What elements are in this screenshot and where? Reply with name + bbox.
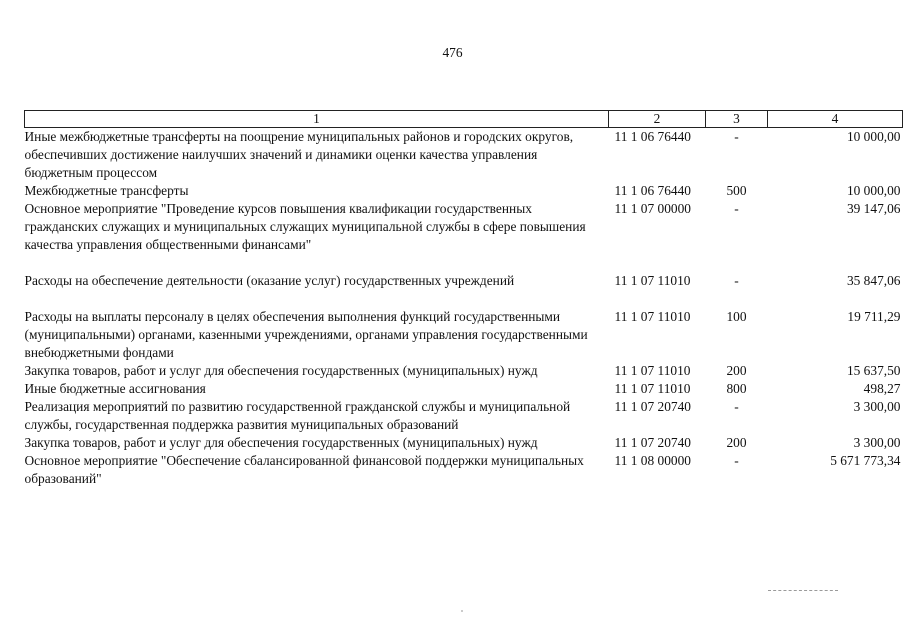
row-name: Основное мероприятие "Обеспечение сбалансированной финансовой поддержки муниципальных образований" [24,453,584,486]
row-name: Закупка товаров, работ и услуг для обеспечения государственных (муниципальных) нужд [24,435,538,450]
column-header-type: 3 [706,111,768,128]
row-code: 11 1 07 11010 [614,381,691,396]
row-type: - [734,273,739,288]
row-amount: 15 637,50 [846,363,901,378]
row-code: 11 1 07 00000 [614,201,691,216]
row-amount: 35 847,06 [846,273,901,288]
scan-artifact [461,610,463,612]
row-code: 11 1 07 11010 [614,363,691,378]
table-row [25,308,903,362]
row-code: 11 1 06 76440 [614,129,691,144]
row-name: Закупка товаров, работ и услуг для обеспечения государственных (муниципальных) нужд [24,363,538,378]
row-amount: 3 300,00 [853,435,901,450]
row-name: Реализация мероприятий по развитию государственной гражданской службы и муниципальной службы, государственная поддержка развития муниципальных образований [24,399,571,432]
table-row [25,452,903,488]
row-type: 200 [726,363,747,378]
table-row [25,182,903,200]
table-row [25,272,903,308]
row-name: Иные бюджетные ассигнования [24,381,206,396]
budget-table [24,110,903,488]
table-row [25,434,903,452]
table-row [25,200,903,272]
column-header-name: 1 [25,111,609,128]
row-code: 11 1 06 76440 [614,183,691,198]
column-header-code: 2 [609,111,706,128]
row-code: 11 1 07 11010 [614,273,691,288]
scan-artifact [768,590,838,593]
row-type: 200 [726,435,747,450]
table-row [25,380,903,398]
row-amount: 498,27 [863,381,901,396]
row-name: Основное мероприятие "Проведение курсов повышения квалификации государственных гражданских служащих и муниципальных служащих муниципальной службы в сфере повышения качества управления общественными финансами" [24,201,586,252]
row-type: - [734,129,739,144]
row-name: Расходы на выплаты персоналу в целях обеспечения выполнения функций государственными (муниципальными) органами, казенными учреждениями, органами управления государственными внебюджетными фондами [24,309,588,360]
row-code: 11 1 08 00000 [614,453,691,468]
row-amount: 10 000,00 [846,129,901,144]
row-type: - [734,399,739,414]
table-header-row [25,111,903,128]
table-row [25,128,903,183]
row-type: 800 [726,381,747,396]
row-code: 11 1 07 20740 [614,399,691,414]
page-number: 476 [442,45,463,60]
row-amount: 3 300,00 [853,399,901,414]
row-name: Иные межбюджетные трансферты на поощрение муниципальных районов и городских округов, обеспечивших достижение наилучших значений и динамики оценки качества управления бюджетным процессом [24,129,574,180]
column-header-amount: 4 [768,111,903,128]
row-amount: 39 147,06 [846,201,901,216]
row-type: 500 [726,183,747,198]
row-type: - [734,201,739,216]
row-amount: 10 000,00 [846,183,901,198]
row-code: 11 1 07 11010 [614,309,691,324]
row-name: Межбюджетные трансферты [24,183,189,198]
row-name: Расходы на обеспечение деятельности (оказание услуг) государственных учреждений [24,273,515,288]
row-type: 100 [726,309,747,324]
row-type: - [734,453,739,468]
row-amount: 5 671 773,34 [830,453,901,468]
row-amount: 19 711,29 [847,309,901,324]
row-code: 11 1 07 20740 [614,435,691,450]
table-row [25,362,903,380]
table-row [25,398,903,434]
